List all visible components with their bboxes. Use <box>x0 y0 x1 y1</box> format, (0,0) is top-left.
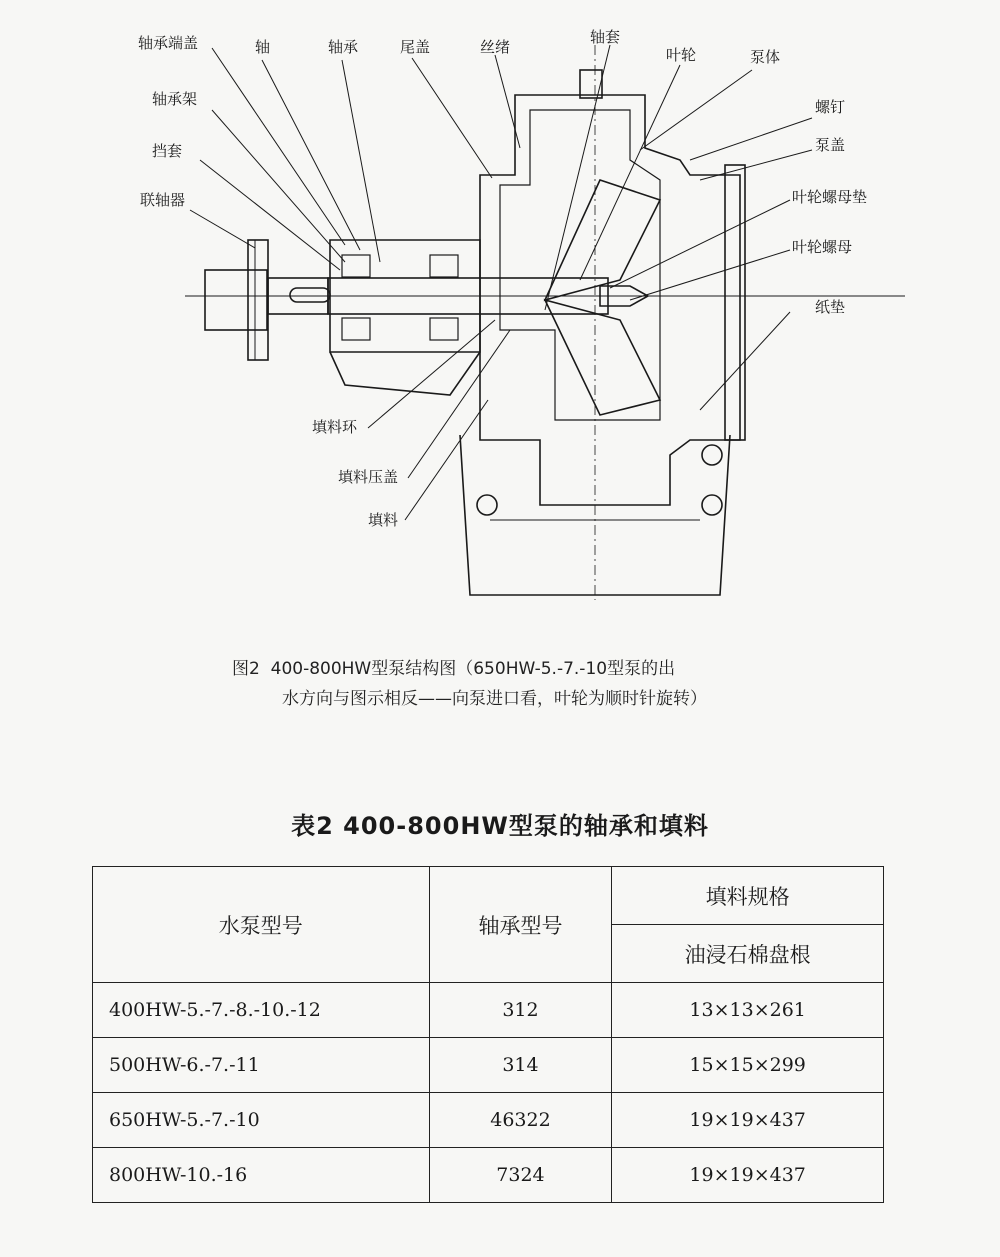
figure-caption-line2: 水方向与图示相反——向泵进口看，叶轮为顺时针旋转） <box>282 689 707 709</box>
label-screw: 螺钉 <box>815 98 846 116</box>
table-title: 表2 400-800HW型泵的轴承和填料 <box>291 812 709 840</box>
table-row <box>93 1038 884 1093</box>
cell-pump-model: 400HW-5.-7.-8.-10.-12 <box>93 983 430 1038</box>
label-impeller-nut: 叶轮螺母 <box>792 238 853 256</box>
label-coupling: 联轴器 <box>140 191 186 209</box>
label-pump-body: 泵体 <box>750 48 781 66</box>
bearing-frame-base <box>330 352 480 395</box>
header-pump-model: 水泵型号 <box>93 867 430 983</box>
bearing-packing-table <box>92 866 884 1203</box>
table-header-row <box>93 867 884 925</box>
impeller-lower-vane <box>545 300 660 415</box>
label-shaft-sleeve: 轴套 <box>590 28 621 46</box>
label-paper-gasket: 纸垫 <box>815 298 846 316</box>
stud-shape <box>580 70 602 98</box>
coupling-shape <box>205 240 330 360</box>
label-retaining-sleeve: 挡套 <box>152 142 183 160</box>
cell-pump-model: 650HW-5.-7.-10 <box>93 1093 430 1148</box>
label-bearing-end-cover: 轴承端盖 <box>138 34 199 52</box>
label-impeller-nut-washer: 叶轮螺母垫 <box>792 188 868 206</box>
cell-packing-size: 15×15×299 <box>612 1038 884 1093</box>
label-bearing: 轴承 <box>328 38 359 56</box>
cell-packing-size: 13×13×261 <box>612 983 884 1038</box>
table-row <box>93 983 884 1038</box>
cell-bearing-model: 314 <box>429 1038 612 1093</box>
cell-bearing-model: 46322 <box>429 1093 612 1148</box>
label-pump-cover: 泵盖 <box>815 136 846 154</box>
header-packing-spec: 填料规格 <box>612 867 884 925</box>
label-packing: 填料 <box>368 511 399 529</box>
label-packing-gland: 填料压盖 <box>338 468 399 486</box>
header-packing-material: 油浸石棉盘根 <box>612 925 884 983</box>
pump-cover-shape <box>725 165 745 440</box>
cell-packing-size: 19×19×437 <box>612 1148 884 1203</box>
cell-pump-model: 500HW-6.-7.-11 <box>93 1038 430 1093</box>
cell-bearing-model: 312 <box>429 983 612 1038</box>
label-packing-ring: 填料环 <box>312 418 358 436</box>
label-stud: 丝绪 <box>480 38 511 56</box>
cell-bearing-model: 7324 <box>429 1148 612 1203</box>
pump-drawing <box>185 45 905 600</box>
label-impeller: 叶轮 <box>666 46 697 64</box>
figure-caption-line1: 图2 400-800HW型泵结构图（650HW-5.-7.-10型泵的出 <box>232 659 676 679</box>
cell-packing-size: 19×19×437 <box>612 1093 884 1148</box>
table-row <box>93 1093 884 1148</box>
leader-lines <box>190 45 812 520</box>
label-tail-cover: 尾盖 <box>400 38 431 56</box>
label-shaft: 轴 <box>255 38 271 56</box>
table-row <box>93 1148 884 1203</box>
header-bearing-model: 轴承型号 <box>429 867 612 983</box>
label-bearing-frame: 轴承架 <box>152 90 198 108</box>
cell-pump-model: 800HW-10.-16 <box>93 1148 430 1203</box>
